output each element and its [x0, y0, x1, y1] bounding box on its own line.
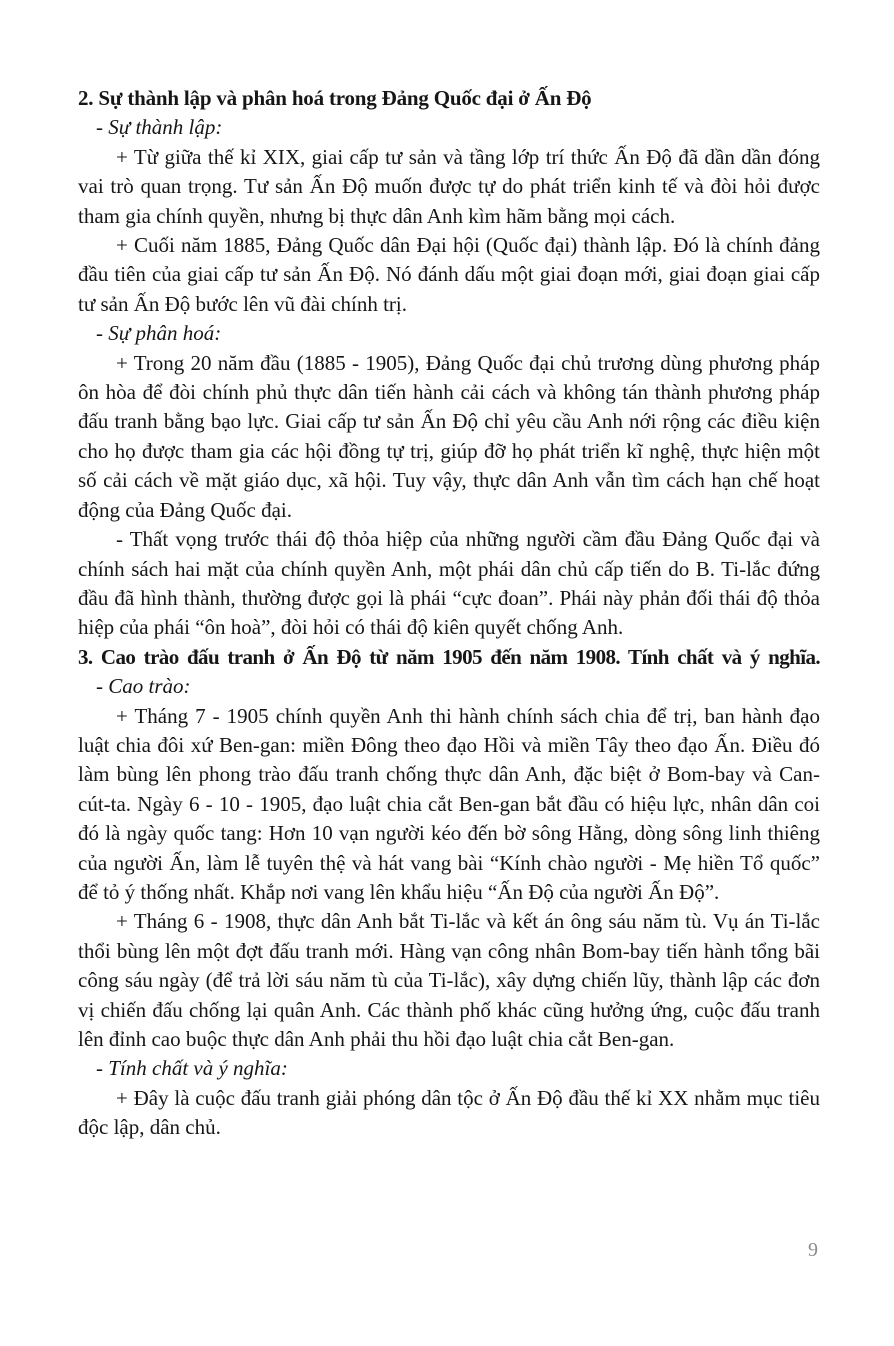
section-heading: 3. Cao trào đấu tranh ở Ấn Độ từ năm 1905 đến năm 1908. Tính chất và ý nghĩa. — [78, 644, 820, 669]
body-paragraph: + Đây là cuộc đấu tranh giải phóng dân tộc ở Ấn Độ đầu thế kỉ XX nhằm mục tiêu độc lập, dân chủ. — [78, 1085, 820, 1140]
sub-heading: - Sự thành lập: — [96, 115, 223, 140]
body-paragraph: + Tháng 7 - 1905 chính quyền Anh thi hành chính sách chia để trị, ban hành đạo luật chia đôi xứ Ben-gan: miền Đông theo đạo Hồi và miền Tây theo đạo Ấn. Điều đó làm bùng lên phong trào đấu tranh chống thực dân Anh, đặc biệt ở Bom-bay và Can-cút-ta. Ngày 6 - 10 - 1905, đạo luật chia cắt Ben-gan bắt đầu có hiệu lực, nhân dân coi đó là ngày quốc tang: Hơn 10 vạn người kéo đến bờ sông Hằng, dòng sông linh thiêng của người Ấn, làm lễ tuyên thệ và hát vang bài “Kính chào người - Mẹ hiền Tổ quốc” để tỏ ý thống nhất. Khắp nơi vang lên khẩu hiệu “Ấn Độ của người Ấn Độ”. — [78, 703, 820, 904]
body-paragraph: + Trong 20 năm đầu (1885 - 1905), Đảng Quốc đại chủ trương dùng phương pháp ôn hòa để đòi chính phủ thực dân tiến hành cải cách và không tán thành phương pháp đấu tranh bằng bạo lực. Giai cấp tư sản Ấn Độ chỉ yêu cầu Anh nới rộng các điều kiện cho họ được tham gia các hội đồng tự trị, giúp đỡ họ phát triển kĩ nghệ, thực hiện một số cải cách về mặt giáo dục, xã hội. Tuy vậy, thực dân Anh vẫn tìm cách hạn chế hoạt động của Đảng Quốc đại. — [78, 350, 820, 522]
sub-heading: - Tính chất và ý nghĩa: — [96, 1056, 288, 1081]
body-paragraph: + Tháng 6 - 1908, thực dân Anh bắt Ti-lắc và kết án ông sáu năm tù. Vụ án Ti-lắc thổi bùng lên một đợt đấu tranh mới. Hàng vạn công nhân Bom-bay tiến hành tổng bãi công sáu ngày (để trả lời sáu năm tù của Ti-lắc), xây dựng chiến lũy, thành lập các đơn vị chiến đấu chống lại quân Anh. Các thành phố khác cũng hưởng ứng, cuộc đấu tranh lên đỉnh cao buộc thực dân Anh phải thu hồi đạo luật chia cắt Ben-gan. — [78, 909, 820, 1051]
body-paragraph: + Từ giữa thế kỉ XIX, giai cấp tư sản và tầng lớp trí thức Ấn Độ đã dần dần đóng vai trò quan trọng. Tư sản Ấn Độ muốn được tự do phát triển kinh tế và đòi hỏi được tham gia chính quyền, nhưng bị thực dân Anh kìm hãm bằng mọi cách. — [78, 144, 820, 228]
sub-heading: - Sự phân hoá: — [96, 321, 222, 346]
sub-heading: - Cao trào: — [96, 674, 191, 699]
body-paragraph: + Cuối năm 1885, Đảng Quốc dân Đại hội (Quốc đại) thành lập. Đó là chính đảng đầu tiên của giai cấp tư sản Ấn Độ. Nó đánh dấu một giai đoạn mới, giai đoạn giai cấp tư sản Ấn Độ bước lên vũ đài chính trị. — [78, 233, 820, 316]
document-content — [78, 84, 820, 1143]
section-heading: 2. Sự thành lập và phân hoá trong Đảng Quốc đại ở Ấn Độ — [78, 86, 592, 110]
page-number: 9 — [808, 1239, 818, 1261]
body-paragraph: - Thất vọng trước thái độ thỏa hiệp của những người cầm đầu Đảng Quốc đại và chính sách hai mặt của chính quyền Anh, một phái dân chủ cấp tiến do B. Ti-lắc đứng đầu đã hình thành, thường được gọi là phái “cực đoan”. Phái này phản đối thái độ thỏa hiệp của phái “ôn hoà”, đòi hỏi có thái độ kiên quyết chống Anh. — [78, 527, 820, 640]
